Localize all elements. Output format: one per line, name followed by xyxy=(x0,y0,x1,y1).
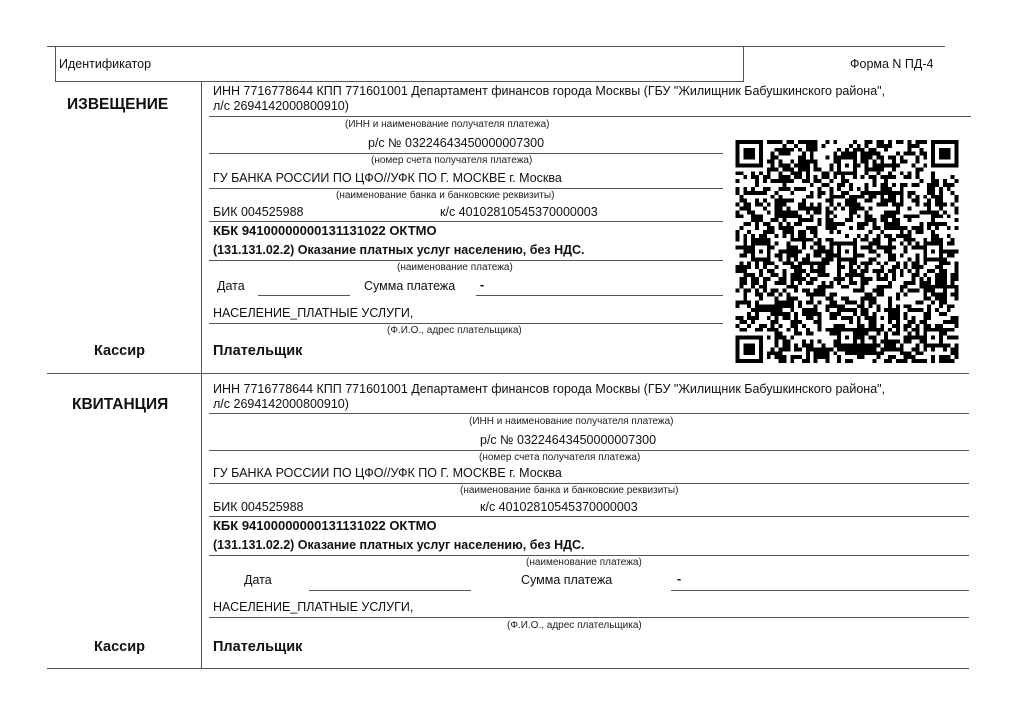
notice-recipient-line2: л/с 2694142000800910) xyxy=(213,99,349,113)
receipt-date-label: Дата xyxy=(244,573,272,587)
receipt-cashier-label: Кассир xyxy=(94,639,145,655)
notice-recipient-line1: ИНН 7716778644 КПП 771601001 Департамент финансов города Москвы (ГБУ "Жилищник Бабушкинского района", xyxy=(213,84,886,98)
receipt-payer-underline xyxy=(209,617,969,618)
receipt-payment-underline xyxy=(209,555,969,556)
notice-account-caption: (номер счета получателя платежа) xyxy=(371,155,533,166)
qr-code-icon xyxy=(735,140,959,363)
receipt-payer: НАСЕЛЕНИЕ_ПЛАТНЫЕ УСЛУГИ, xyxy=(213,600,414,614)
identifier-box-left xyxy=(55,46,56,81)
notice-recipient-caption: (ИНН и наименование получателя платежа) xyxy=(345,119,550,130)
receipt-payer-caption: (Ф.И.О., адрес плательщика) xyxy=(507,620,642,631)
notice-account: р/с № 03224643450000007300 xyxy=(368,136,545,150)
notice-payer: НАСЕЛЕНИЕ_ПЛАТНЫЕ УСЛУГИ, xyxy=(213,306,414,320)
receipt-payment-name: (131.131.02.2) Оказание платных услуг населению, без НДС. xyxy=(213,538,585,552)
receipt-bik-underline xyxy=(209,516,969,517)
notice-bank-underline xyxy=(209,188,723,189)
top-border xyxy=(47,46,945,47)
notice-sum-label: Сумма платежа xyxy=(364,279,456,293)
receipt-recipient-line1: ИНН 7716778644 КПП 771601001 Департамент финансов города Москвы (ГБУ "Жилищник Бабушкинского района", xyxy=(213,382,886,396)
receipt-recipient-line2: л/с 2694142000800910) xyxy=(213,397,349,411)
identifier-box-bottom xyxy=(55,81,744,82)
notice-bik-underline xyxy=(209,221,723,222)
notice-sum-value: - xyxy=(480,278,485,292)
section-divider xyxy=(201,81,202,669)
receipt-recipient-underline xyxy=(209,413,969,414)
identifier-box-right xyxy=(743,46,744,81)
notice-payment-name: (131.131.02.2) Оказание платных услуг населению, без НДС. xyxy=(213,243,585,257)
notice-payer-caption: (Ф.И.О., адрес плательщика) xyxy=(387,325,522,336)
receipt-bank-caption: (наименование банка и банковские реквизиты) xyxy=(460,485,679,496)
receipt-account-caption: (номер счета получателя платежа) xyxy=(479,452,641,463)
notice-payment-caption: (наименование платежа) xyxy=(397,262,513,273)
notice-date-field[interactable] xyxy=(258,295,350,296)
notice-bik: БИК 004525988 xyxy=(213,205,304,219)
receipt-account: р/с № 03224643450000007300 xyxy=(480,433,657,447)
notice-kbk: КБК 94100000000131131022 ОКТМО xyxy=(213,223,437,238)
form-label: Форма N ПД-4 xyxy=(850,57,934,71)
receipt-sum-label: Сумма платежа xyxy=(521,573,613,587)
receipt-sum-field[interactable] xyxy=(671,590,969,591)
receipt-recipient-caption: (ИНН и наименование получателя платежа) xyxy=(469,416,674,427)
receipt-bank-underline xyxy=(209,483,969,484)
receipt-payment-caption: (наименование платежа) xyxy=(526,557,642,568)
receipt-sum-value: - xyxy=(677,572,682,586)
receipt-bik: БИК 004525988 xyxy=(213,500,304,514)
notice-recipient-underline xyxy=(209,116,971,117)
notice-date-label: Дата xyxy=(217,279,245,293)
section-separator xyxy=(47,373,969,374)
receipt-title: КВИТАНЦИЯ xyxy=(72,396,169,413)
notice-account-underline xyxy=(209,153,723,154)
identifier-label: Идентификатор xyxy=(59,57,152,71)
notice-payer-signature-label: Плательщик xyxy=(213,343,303,359)
bottom-border xyxy=(47,668,969,669)
receipt-account-underline xyxy=(209,450,969,451)
receipt-date-field[interactable] xyxy=(309,590,471,591)
qr-code-modules xyxy=(736,140,959,363)
notice-cashier-label: Кассир xyxy=(94,343,145,359)
notice-title: ИЗВЕЩЕНИЕ xyxy=(67,96,169,113)
receipt-ks: к/с 40102810545370000003 xyxy=(480,500,638,514)
notice-bank: ГУ БАНКА РОССИИ ПО ЦФО//УФК ПО Г. МОСКВЕ г. Москва xyxy=(213,171,562,185)
notice-payer-underline xyxy=(209,323,723,324)
receipt-payer-signature-label: Плательщик xyxy=(213,639,303,655)
notice-payment-underline xyxy=(209,260,723,261)
receipt-bank: ГУ БАНКА РОССИИ ПО ЦФО//УФК ПО Г. МОСКВЕ г. Москва xyxy=(213,466,562,480)
notice-ks: к/с 40102810545370000003 xyxy=(440,205,598,219)
notice-bank-caption: (наименование банка и банковские реквизиты) xyxy=(336,190,555,201)
receipt-kbk: КБК 94100000000131131022 ОКТМО xyxy=(213,518,437,533)
notice-sum-field[interactable] xyxy=(476,295,723,296)
